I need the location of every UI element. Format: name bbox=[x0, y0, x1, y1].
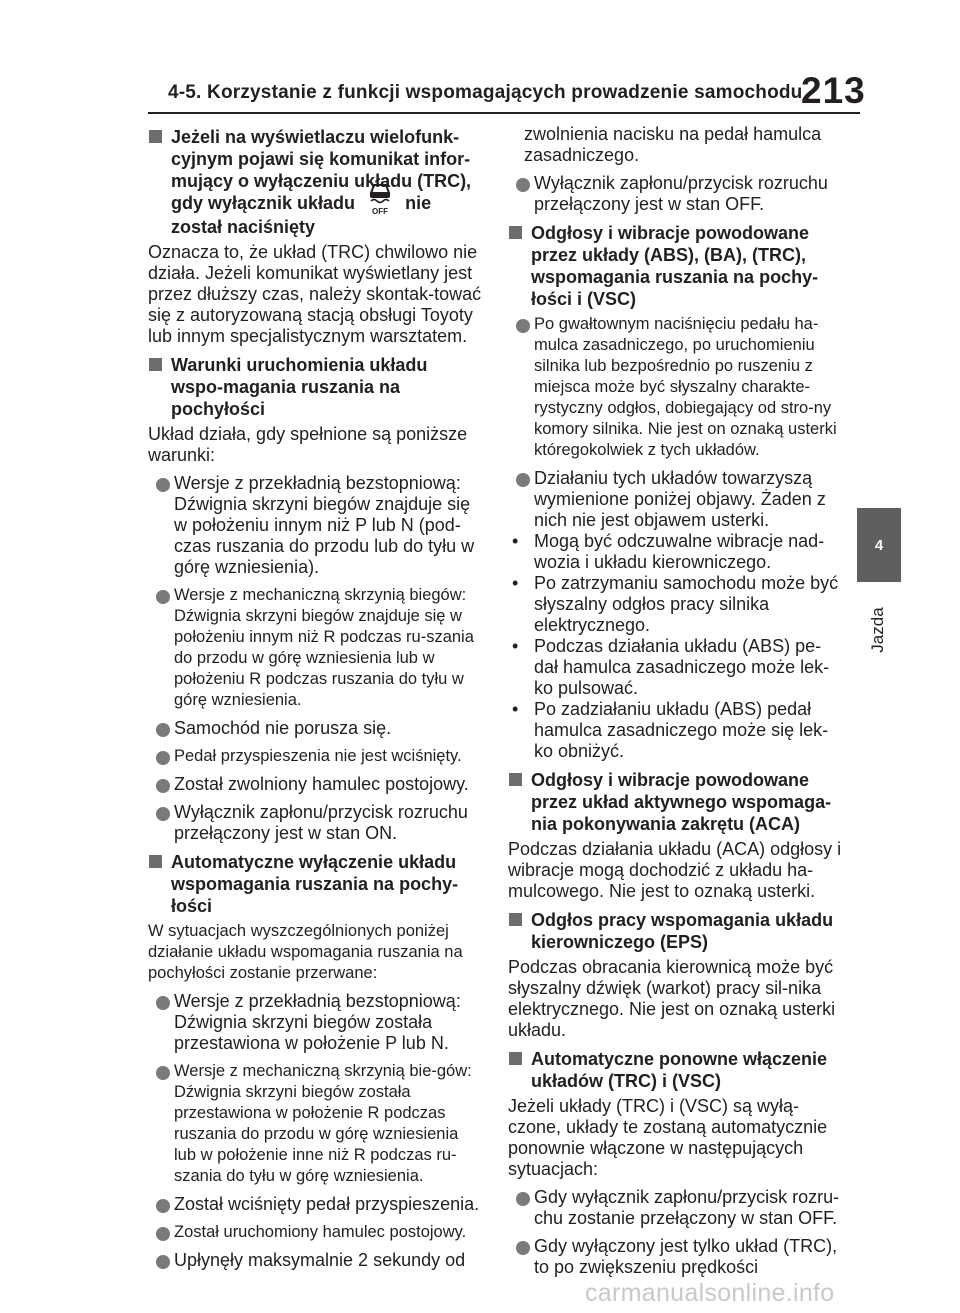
dash-item: • Po zatrzymaniu samochodu może być słyszalny odgłos pracy silnika elektrycznego. bbox=[508, 573, 844, 636]
list-item: Został zwolniony hamulec postojowy. bbox=[148, 774, 484, 795]
list-item: Wersje z mechaniczną skrzynią bie-gów: Dźwignia skrzyni biegów została przestawiona w położenie R podczas ruszania do przodu w górę wzniesienia lub w położenie inne niż R podczas ru-szania do tyłu w górę wzniesienia. bbox=[148, 1061, 484, 1187]
list-item: Gdy wyłącznik zapłonu/przycisk rozru-chu zostanie przełączony w stan OFF. bbox=[508, 1187, 844, 1229]
paragraph: Podczas obracania kierownicą może być słyszalny dźwięk (warkot) pracy sil-nika elektrycznego. Nie jest on oznaką usterki układu. bbox=[508, 957, 836, 1040]
dash-item: • Po zadziałaniu układu (ABS) pedał hamulca zasadniczego może się lek-ko obniżyć. bbox=[508, 699, 844, 762]
watermark: carmanualsonline.info bbox=[585, 1279, 835, 1307]
section-title: 4-5. Korzystanie z funkcji wspomagających prowadzenie samochodu bbox=[168, 82, 803, 103]
list-item: Wersje z przekładnią bezstopniową: Dźwignia skrzyni biegów została przestawiona w położenie P lub N. bbox=[148, 991, 484, 1054]
heading-auto-reactivation: Automatyczne ponowne włączenie układów (TRC) i (VSC) bbox=[508, 1048, 844, 1092]
paragraph: Podczas działania układu (ACA) odgłosy i wibracje mogą dochodzić z układu ha-mulcowego. Nie jest to oznaką usterki. bbox=[508, 839, 842, 901]
list-item: Wyłącznik zapłonu/przycisk rozruchu przełączony jest w stan OFF. bbox=[508, 173, 844, 215]
paragraph: Jeżeli układy (TRC) i (VSC) są wyłą-czone, układy te zostaną automatycznie ponownie włączone w następujących sytuacjach: bbox=[508, 1096, 828, 1179]
paragraph-continued: zwolnienia nacisku na pedał hamulca zasadniczego. bbox=[524, 124, 822, 165]
paragraph: Oznacza to, że układ (TRC) chwilowo nie działa. Jeżeli komunikat wyświetlany jest przez dłuższy czas, należy skontak-tować się z autoryzowaną stacją obsługi Toyoty lub innym specjalistycznym warsztatem. bbox=[148, 242, 482, 347]
paragraph: Układ działa, gdy spełnione są poniższe warunki: bbox=[148, 424, 468, 466]
vsc-off-icon bbox=[366, 182, 394, 216]
paragraph: W sytuacjach wyszczególnionych poniżej działanie układu wspomagania ruszania na pochyłości zostanie przerwane: bbox=[148, 922, 463, 983]
list-item: Został wciśnięty pedał przyspieszenia. bbox=[148, 1194, 484, 1215]
heading-hill-start-auto-off: Automatyczne wyłączenie układu wspomagania ruszania na pochy-łości bbox=[148, 851, 484, 917]
list-item: Wyłącznik zapłonu/przycisk rozruchu przełączony jest w stan ON. bbox=[148, 802, 484, 844]
page-number: 213 bbox=[801, 70, 866, 111]
left-column bbox=[148, 126, 484, 1278]
list-item: Po gwałtownym naciśnięciu pedału ha-mulca zasadniczego, po uruchomieniu silnika lub bezpośrednio po ruszeniu z miejsca może być słyszalny charakte-rystyczny odgłos, dobiegający od stro-ny komory silnika. Nie jest on oznaką usterki któregokolwiek z tych układów. bbox=[508, 314, 844, 461]
list-item: Gdy wyłączony jest tylko układ (TRC), to po zwiększeniu prędkości bbox=[508, 1236, 844, 1278]
heading-noise-vibration: Odgłosy i wibracje powodowane przez układy (ABS), (BA), (TRC), wspomagania ruszania na pochy-łości i (VSC) bbox=[508, 222, 844, 310]
list-item: Wersje z przekładnią bezstopniową: Dźwignia skrzyni biegów znajduje się w położeniu innym niż P lub N (pod-czas ruszania do przodu lub do tyłu w górę wzniesienia). bbox=[148, 473, 484, 578]
header-rule bbox=[148, 112, 860, 114]
list-item: Pedał przyspieszenia nie jest wciśnięty. bbox=[148, 746, 484, 767]
list-item: Samochód nie porusza się. bbox=[148, 718, 484, 739]
dash-item: • Podczas działania układu (ABS) pe-dał hamulca zasadniczego może lek-ko pulsować. bbox=[508, 636, 844, 699]
heading-eps-noise: Odgłos pracy wspomagania układu kierowniczego (EPS) bbox=[508, 909, 844, 953]
heading-trc-message: Jeżeli na wyświetlaczu wielofunk-cyjnym pojawi się komunikat infor-mujący o wyłączeniu układu (TRC), gdy wyłącznik układu OFF nie został naciśnięty bbox=[148, 126, 484, 238]
right-column bbox=[508, 124, 844, 1285]
list-item: Upłynęły maksymalnie 2 sekundy od bbox=[148, 1250, 484, 1271]
list-item: Wersje z mechaniczną skrzynią biegów: Dźwignia skrzyni biegów znajduje się w położeniu innym niż R podczas ru-szania do przodu w górę wzniesienia lub w położeniu R podczas ruszania do tyłu w górę wzniesienia. bbox=[148, 585, 484, 711]
svg-text:OFF: OFF bbox=[372, 207, 389, 217]
list-item: Został uruchomiony hamulec postojowy. bbox=[148, 1222, 484, 1243]
heading-aca-noise: Odgłosy i wibracje powodowane przez układ aktywnego wspomaga-nia pokonywania zakrętu (ACA) bbox=[508, 769, 844, 835]
list-item: Działaniu tych układów towarzyszą wymienione poniżej objawy. Żaden z nich nie jest objawem usterki. bbox=[508, 468, 844, 531]
heading-hill-start-conditions: Warunki uruchomienia układu wspo-magania ruszania na pochyłości bbox=[148, 354, 484, 420]
chapter-tab: 4 bbox=[857, 508, 901, 582]
dash-item: • Mogą być odczuwalne wibracje nad-wozia i układu kierowniczego. bbox=[508, 531, 844, 573]
chapter-label: Jazda bbox=[868, 607, 887, 653]
